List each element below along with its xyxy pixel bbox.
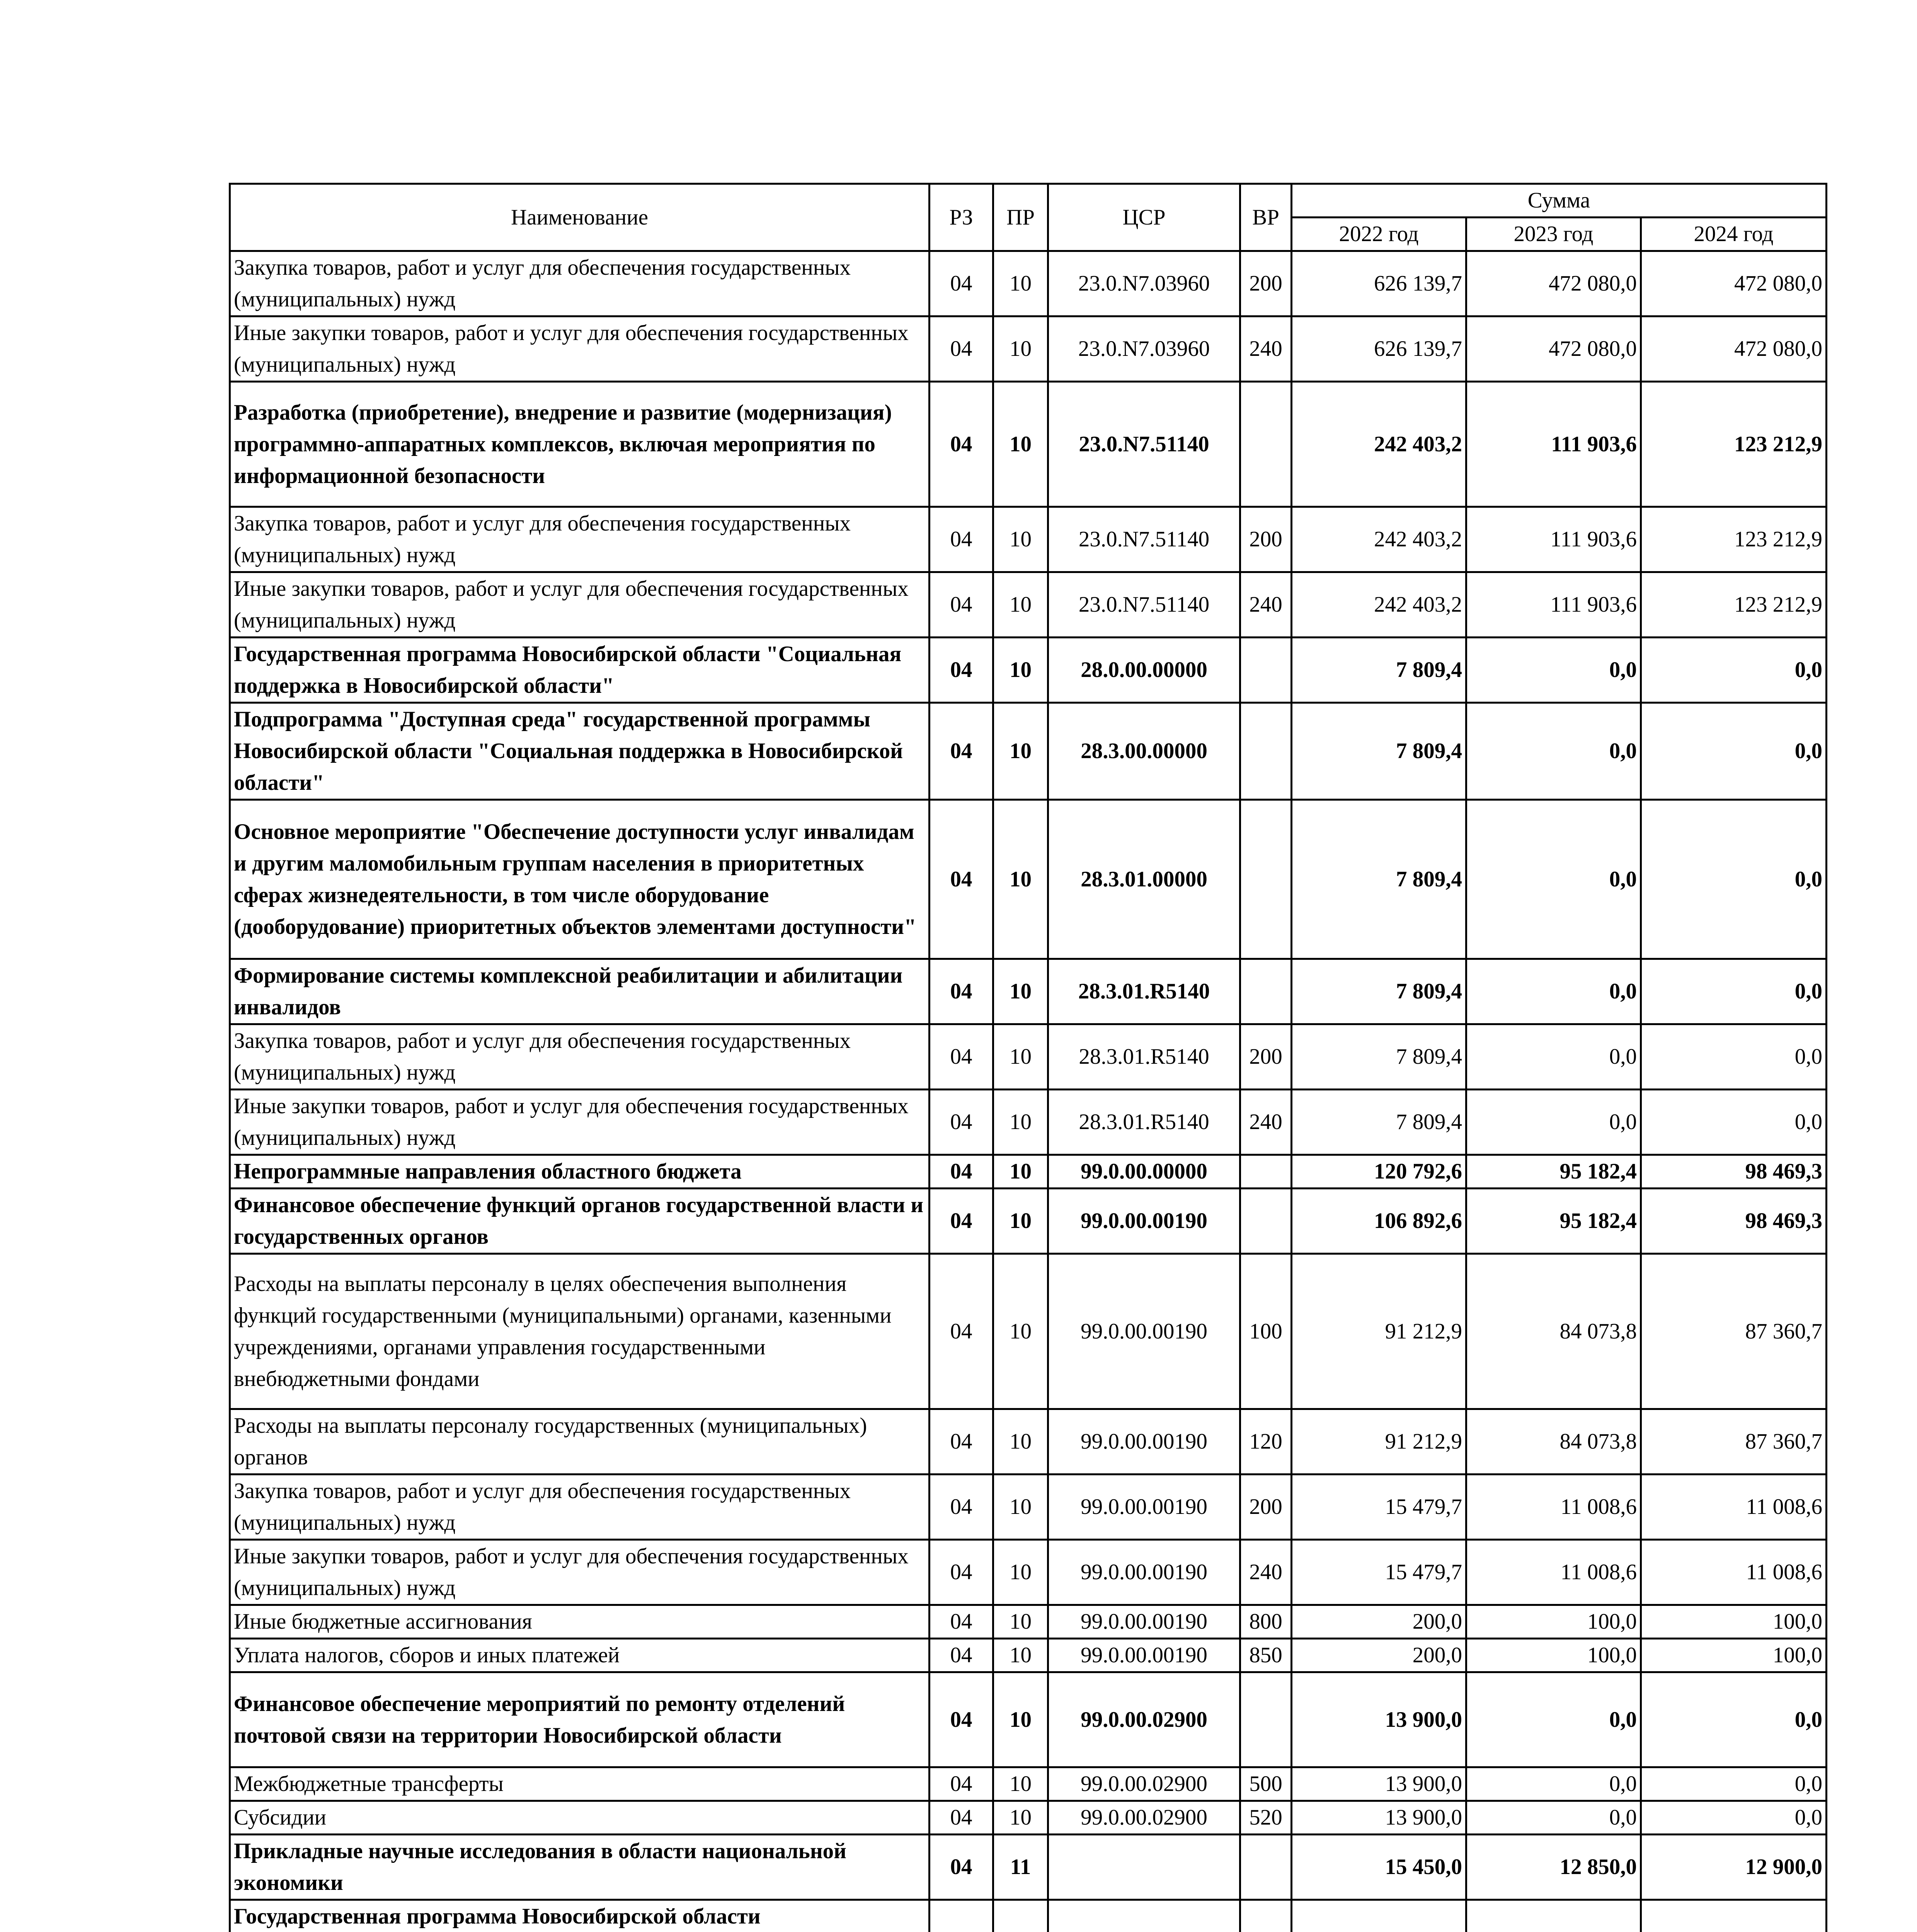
cell-csr: 28.0.00.00000 xyxy=(1048,638,1240,703)
table-row xyxy=(230,1639,1827,1672)
cell-amount-2022: 7 809,4 xyxy=(1292,800,1466,959)
table-body xyxy=(230,251,1827,1932)
cell-vr: 120 xyxy=(1240,1409,1292,1475)
cell-rz: 04 xyxy=(930,1409,993,1475)
cell-amount-2024: 0,0 xyxy=(1641,1090,1827,1155)
table-row xyxy=(230,1475,1827,1540)
header-year-2022: 2022 год xyxy=(1292,218,1466,251)
cell-amount-2022: 7 809,4 xyxy=(1292,638,1466,703)
cell-name: Расходы на выплаты персоналу в целях обеспечения выполнения функций государственными (муниципальными) органами, казенными учреждениями, органами управления государственными внебюджетными фондами xyxy=(230,1254,930,1409)
cell-amount-2023: 0,0 xyxy=(1466,1767,1641,1801)
cell-rz: 04 xyxy=(930,638,993,703)
cell-rz: 04 xyxy=(930,251,993,316)
cell-pr: 10 xyxy=(993,638,1048,703)
table-row xyxy=(230,507,1827,572)
cell-rz: 04 xyxy=(930,382,993,507)
cell-pr: 10 xyxy=(993,1605,1048,1639)
cell-pr: 10 xyxy=(993,507,1048,572)
cell-name: Государственная программа Новосибирской области xyxy=(230,1900,930,1932)
cell-pr: 10 xyxy=(993,1090,1048,1155)
cell-pr: 10 xyxy=(993,382,1048,507)
cell-csr: 99.0.00.00190 xyxy=(1048,1605,1240,1639)
cell-pr: 10 xyxy=(993,800,1048,959)
cell-pr: 10 xyxy=(993,1475,1048,1540)
cell-vr: 240 xyxy=(1240,316,1292,382)
cell-amount-2022: 91 212,9 xyxy=(1292,1254,1466,1409)
header-year-2023: 2023 год xyxy=(1466,218,1641,251)
cell-amount-2023: 111 903,6 xyxy=(1466,572,1641,638)
cell-amount-2023: 472 080,0 xyxy=(1466,251,1641,316)
header-pr: ПР xyxy=(993,184,1048,251)
header-year-2024: 2024 год xyxy=(1641,218,1827,251)
cell-amount-2024: 11 008,6 xyxy=(1641,1540,1827,1605)
cell-vr: 500 xyxy=(1240,1767,1292,1801)
cell-rz: 04 xyxy=(930,800,993,959)
cell-vr: 800 xyxy=(1240,1605,1292,1639)
cell-amount-2024: 12 900,0 xyxy=(1641,1835,1827,1900)
cell-vr xyxy=(1240,703,1292,800)
cell-pr: 10 xyxy=(993,1155,1048,1189)
table-row xyxy=(230,800,1827,959)
table-row xyxy=(230,1672,1827,1767)
cell-name: Прикладные научные исследования в области национальной экономики xyxy=(230,1835,930,1900)
cell-amount-2023: 95 182,4 xyxy=(1466,1155,1641,1189)
cell-amount-2024: 0,0 xyxy=(1641,1801,1827,1835)
cell-name: Иные закупки товаров, работ и услуг для обеспечения государственных (муниципальных) нужд xyxy=(230,1540,930,1605)
cell-name: Уплата налогов, сборов и иных платежей xyxy=(230,1639,930,1672)
table-row xyxy=(230,316,1827,382)
table-row xyxy=(230,1155,1827,1189)
cell-amount-2023: 100,0 xyxy=(1466,1639,1641,1672)
cell-amount-2022: 626 139,7 xyxy=(1292,316,1466,382)
cell-amount-2022 xyxy=(1292,1900,1466,1932)
cell-rz: 04 xyxy=(930,703,993,800)
cell-amount-2024: 123 212,9 xyxy=(1641,572,1827,638)
table-row xyxy=(230,1090,1827,1155)
cell-amount-2022: 13 900,0 xyxy=(1292,1801,1466,1835)
cell-name: Межбюджетные трансферты xyxy=(230,1767,930,1801)
cell-amount-2024: 0,0 xyxy=(1641,703,1827,800)
cell-rz: 04 xyxy=(930,1024,993,1090)
cell-rz: 04 xyxy=(930,1605,993,1639)
cell-pr xyxy=(993,1900,1048,1932)
table-row xyxy=(230,959,1827,1024)
cell-pr: 10 xyxy=(993,1254,1048,1409)
cell-name: Иные бюджетные ассигнования xyxy=(230,1605,930,1639)
cell-csr: 99.0.00.00190 xyxy=(1048,1540,1240,1605)
cell-amount-2024: 98 469,3 xyxy=(1641,1155,1827,1189)
cell-amount-2024: 0,0 xyxy=(1641,959,1827,1024)
cell-amount-2023: 11 008,6 xyxy=(1466,1540,1641,1605)
cell-pr: 10 xyxy=(993,959,1048,1024)
cell-amount-2023: 84 073,8 xyxy=(1466,1254,1641,1409)
cell-amount-2023: 0,0 xyxy=(1466,1672,1641,1767)
cell-amount-2024: 100,0 xyxy=(1641,1605,1827,1639)
header-csr: ЦСР xyxy=(1048,184,1240,251)
cell-name: Финансовое обеспечение мероприятий по ремонту отделений почтовой связи на территории Новосибирской области xyxy=(230,1672,930,1767)
cell-csr: 23.0.N7.51140 xyxy=(1048,572,1240,638)
table-row xyxy=(230,1605,1827,1639)
cell-rz: 04 xyxy=(930,1835,993,1900)
cell-csr: 23.0.N7.03960 xyxy=(1048,316,1240,382)
cell-pr: 10 xyxy=(993,1672,1048,1767)
cell-pr: 10 xyxy=(993,703,1048,800)
cell-csr: 23.0.N7.51140 xyxy=(1048,382,1240,507)
cell-amount-2022: 200,0 xyxy=(1292,1605,1466,1639)
cell-csr: 99.0.00.00190 xyxy=(1048,1475,1240,1540)
cell-amount-2023: 0,0 xyxy=(1466,1801,1641,1835)
cell-name: Государственная программа Новосибирской области "Социальная поддержка в Новосибирской области" xyxy=(230,638,930,703)
cell-csr: 99.0.00.00190 xyxy=(1048,1409,1240,1475)
cell-csr: 99.0.00.02900 xyxy=(1048,1672,1240,1767)
cell-csr: 99.0.00.00190 xyxy=(1048,1254,1240,1409)
cell-pr: 11 xyxy=(993,1835,1048,1900)
cell-amount-2024: 98 469,3 xyxy=(1641,1189,1827,1254)
table-row xyxy=(230,1767,1827,1801)
cell-amount-2024: 11 008,6 xyxy=(1641,1475,1827,1540)
cell-amount-2024: 472 080,0 xyxy=(1641,316,1827,382)
table-row xyxy=(230,1254,1827,1409)
cell-amount-2022: 15 479,7 xyxy=(1292,1540,1466,1605)
cell-amount-2024: 0,0 xyxy=(1641,1767,1827,1801)
cell-amount-2022: 15 450,0 xyxy=(1292,1835,1466,1900)
cell-amount-2023: 472 080,0 xyxy=(1466,316,1641,382)
cell-vr: 240 xyxy=(1240,1540,1292,1605)
cell-vr xyxy=(1240,1155,1292,1189)
cell-amount-2024: 100,0 xyxy=(1641,1639,1827,1672)
cell-pr: 10 xyxy=(993,1409,1048,1475)
cell-vr xyxy=(1240,1835,1292,1900)
cell-amount-2022: 15 479,7 xyxy=(1292,1475,1466,1540)
cell-amount-2022: 7 809,4 xyxy=(1292,959,1466,1024)
table-row xyxy=(230,251,1827,316)
cell-csr: 99.0.00.00190 xyxy=(1048,1639,1240,1672)
cell-amount-2024: 0,0 xyxy=(1641,638,1827,703)
cell-amount-2022: 242 403,2 xyxy=(1292,572,1466,638)
cell-rz: 04 xyxy=(930,1254,993,1409)
cell-pr: 10 xyxy=(993,572,1048,638)
cell-rz: 04 xyxy=(930,1767,993,1801)
cell-vr xyxy=(1240,1672,1292,1767)
table-row xyxy=(230,1801,1827,1835)
cell-rz: 04 xyxy=(930,507,993,572)
cell-name: Закупка товаров, работ и услуг для обеспечения государственных (муниципальных) нужд xyxy=(230,1024,930,1090)
cell-vr: 200 xyxy=(1240,1024,1292,1090)
cell-csr xyxy=(1048,1835,1240,1900)
cell-vr: 850 xyxy=(1240,1639,1292,1672)
cell-pr: 10 xyxy=(993,1801,1048,1835)
cell-name: Финансовое обеспечение функций органов государственной власти и государственных органов xyxy=(230,1189,930,1254)
table-row xyxy=(230,1540,1827,1605)
cell-rz: 04 xyxy=(930,1540,993,1605)
cell-csr: 23.0.N7.03960 xyxy=(1048,251,1240,316)
cell-amount-2024: 87 360,7 xyxy=(1641,1409,1827,1475)
cell-name: Иные закупки товаров, работ и услуг для обеспечения государственных (муниципальных) нужд xyxy=(230,572,930,638)
cell-name: Подпрограмма "Доступная среда" государственной программы Новосибирской области "Социальная поддержка в Новосибирской области" xyxy=(230,703,930,800)
cell-amount-2022: 91 212,9 xyxy=(1292,1409,1466,1475)
cell-amount-2023: 0,0 xyxy=(1466,959,1641,1024)
cell-name: Непрограммные направления областного бюджета xyxy=(230,1155,930,1189)
cell-amount-2024: 0,0 xyxy=(1641,1672,1827,1767)
cell-amount-2023: 11 008,6 xyxy=(1466,1475,1641,1540)
cell-csr: 28.3.01.R5140 xyxy=(1048,959,1240,1024)
cell-rz: 04 xyxy=(930,1801,993,1835)
budget-table xyxy=(229,183,1827,1932)
table-row xyxy=(230,382,1827,507)
cell-name: Основное мероприятие "Обеспечение доступности услуг инвалидам и другим маломобильным группам населения в приоритетных сферах жизнедеятельности, в том числе оборудование (дооборудование) приоритетных объектов элементами доступности" xyxy=(230,800,930,959)
cell-amount-2024: 123 212,9 xyxy=(1641,382,1827,507)
cell-amount-2022: 7 809,4 xyxy=(1292,1090,1466,1155)
table-row xyxy=(230,638,1827,703)
cell-amount-2024: 472 080,0 xyxy=(1641,251,1827,316)
cell-vr: 200 xyxy=(1240,507,1292,572)
cell-pr: 10 xyxy=(993,1540,1048,1605)
cell-name: Разработка (приобретение), внедрение и развитие (модернизация) программно-аппаратных комплексов, включая мероприятия по информационной безопасности xyxy=(230,382,930,507)
cell-rz: 04 xyxy=(930,1155,993,1189)
cell-amount-2023: 111 903,6 xyxy=(1466,507,1641,572)
cell-amount-2024: 0,0 xyxy=(1641,1024,1827,1090)
cell-rz: 04 xyxy=(930,1639,993,1672)
header-vr: ВР xyxy=(1240,184,1292,251)
cell-amount-2022: 106 892,6 xyxy=(1292,1189,1466,1254)
cell-vr xyxy=(1240,1189,1292,1254)
cell-amount-2023: 111 903,6 xyxy=(1466,382,1641,507)
cell-name: Расходы на выплаты персоналу государственных (муниципальных) органов xyxy=(230,1409,930,1475)
cell-name: Закупка товаров, работ и услуг для обеспечения государственных (муниципальных) нужд xyxy=(230,507,930,572)
cell-amount-2022: 13 900,0 xyxy=(1292,1672,1466,1767)
cell-csr: 28.3.00.00000 xyxy=(1048,703,1240,800)
cell-amount-2023: 0,0 xyxy=(1466,638,1641,703)
cell-vr xyxy=(1240,1900,1292,1932)
cell-csr: 99.0.00.02900 xyxy=(1048,1767,1240,1801)
cell-csr: 99.0.00.00000 xyxy=(1048,1155,1240,1189)
header-sum: Сумма xyxy=(1292,184,1827,218)
cell-vr: 240 xyxy=(1240,572,1292,638)
cell-name: Формирование системы комплексной реабилитации и абилитации инвалидов xyxy=(230,959,930,1024)
cell-amount-2023: 12 850,0 xyxy=(1466,1835,1641,1900)
cell-pr: 10 xyxy=(993,1189,1048,1254)
cell-rz: 04 xyxy=(930,1189,993,1254)
header-rz: РЗ xyxy=(930,184,993,251)
cell-amount-2023: 0,0 xyxy=(1466,703,1641,800)
cell-csr: 28.3.01.R5140 xyxy=(1048,1090,1240,1155)
cell-rz: 04 xyxy=(930,316,993,382)
cell-name: Субсидии xyxy=(230,1801,930,1835)
cell-vr: 200 xyxy=(1240,251,1292,316)
cell-csr xyxy=(1048,1900,1240,1932)
cell-amount-2023: 95 182,4 xyxy=(1466,1189,1641,1254)
cell-amount-2023: 100,0 xyxy=(1466,1605,1641,1639)
table-row xyxy=(230,1900,1827,1932)
cell-name: Иные закупки товаров, работ и услуг для обеспечения государственных (муниципальных) нужд xyxy=(230,316,930,382)
cell-csr: 28.3.01.R5140 xyxy=(1048,1024,1240,1090)
table-row xyxy=(230,703,1827,800)
cell-vr: 240 xyxy=(1240,1090,1292,1155)
table-row xyxy=(230,1189,1827,1254)
cell-vr xyxy=(1240,638,1292,703)
cell-amount-2022: 7 809,4 xyxy=(1292,1024,1466,1090)
cell-amount-2023: 84 073,8 xyxy=(1466,1409,1641,1475)
cell-amount-2023: 0,0 xyxy=(1466,800,1641,959)
cell-name: Закупка товаров, работ и услуг для обеспечения государственных (муниципальных) нужд xyxy=(230,1475,930,1540)
cell-amount-2022: 13 900,0 xyxy=(1292,1767,1466,1801)
cell-rz: 04 xyxy=(930,572,993,638)
cell-pr: 10 xyxy=(993,1767,1048,1801)
cell-rz xyxy=(930,1900,993,1932)
table-row xyxy=(230,1024,1827,1090)
cell-rz: 04 xyxy=(930,1672,993,1767)
cell-csr: 28.3.01.00000 xyxy=(1048,800,1240,959)
cell-amount-2022: 626 139,7 xyxy=(1292,251,1466,316)
table-row xyxy=(230,1409,1827,1475)
table-header xyxy=(230,184,1827,251)
cell-amount-2023: 0,0 xyxy=(1466,1024,1641,1090)
cell-amount-2024 xyxy=(1641,1900,1827,1932)
cell-pr: 10 xyxy=(993,1639,1048,1672)
cell-amount-2024: 0,0 xyxy=(1641,800,1827,959)
cell-rz: 04 xyxy=(930,1090,993,1155)
cell-name: Иные закупки товаров, работ и услуг для обеспечения государственных (муниципальных) нужд xyxy=(230,1090,930,1155)
cell-amount-2022: 242 403,2 xyxy=(1292,382,1466,507)
cell-amount-2023 xyxy=(1466,1900,1641,1932)
cell-amount-2024: 123 212,9 xyxy=(1641,507,1827,572)
cell-amount-2022: 120 792,6 xyxy=(1292,1155,1466,1189)
cell-rz: 04 xyxy=(930,1475,993,1540)
header-name: Наименование xyxy=(230,184,930,251)
table-row xyxy=(230,572,1827,638)
cell-vr xyxy=(1240,800,1292,959)
cell-vr xyxy=(1240,959,1292,1024)
cell-vr: 520 xyxy=(1240,1801,1292,1835)
cell-amount-2022: 7 809,4 xyxy=(1292,703,1466,800)
cell-csr: 99.0.00.02900 xyxy=(1048,1801,1240,1835)
cell-vr xyxy=(1240,382,1292,507)
cell-amount-2024: 87 360,7 xyxy=(1641,1254,1827,1409)
cell-pr: 10 xyxy=(993,1024,1048,1090)
cell-name: Закупка товаров, работ и услуг для обеспечения государственных (муниципальных) нужд xyxy=(230,251,930,316)
cell-amount-2023: 0,0 xyxy=(1466,1090,1641,1155)
cell-csr: 23.0.N7.51140 xyxy=(1048,507,1240,572)
cell-rz: 04 xyxy=(930,959,993,1024)
cell-pr: 10 xyxy=(993,251,1048,316)
cell-vr: 200 xyxy=(1240,1475,1292,1540)
cell-amount-2022: 242 403,2 xyxy=(1292,507,1466,572)
cell-pr: 10 xyxy=(993,316,1048,382)
cell-csr: 99.0.00.00190 xyxy=(1048,1189,1240,1254)
table-row xyxy=(230,1835,1827,1900)
cell-vr: 100 xyxy=(1240,1254,1292,1409)
cell-amount-2022: 200,0 xyxy=(1292,1639,1466,1672)
